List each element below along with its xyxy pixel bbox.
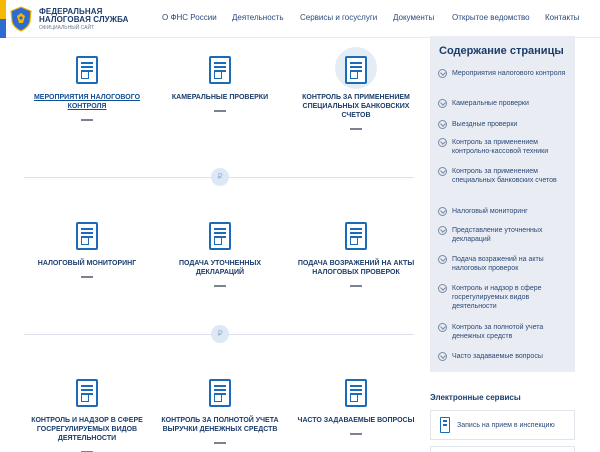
chevron-circle-icon bbox=[438, 69, 447, 78]
chevron-circle-icon bbox=[438, 352, 447, 361]
card-title[interactable]: МЕРОПРИЯТИЯ НАЛОГОВОГО КОНТРОЛЯ bbox=[33, 94, 141, 110]
calendar-form-icon bbox=[440, 417, 450, 433]
nav-activity[interactable]: Деятельность bbox=[232, 13, 284, 22]
toc-label: Контроль и надзор в сфере госрегулируемых видов деятельности bbox=[452, 285, 542, 310]
card-title: КАМЕРАЛЬНЫЕ ПРОВЕРКИ bbox=[171, 94, 269, 101]
card-dash bbox=[350, 433, 362, 435]
brand-stripe bbox=[0, 0, 6, 38]
toc-label: Камеральные проверки bbox=[452, 100, 529, 107]
toc-label: Выездные проверки bbox=[452, 121, 518, 128]
toc-label: Контроль за применением контрольно-кассовой техники bbox=[452, 139, 549, 155]
page-contents-sidebar bbox=[430, 36, 575, 372]
card-special-bank-accounts[interactable] bbox=[291, 56, 421, 130]
toc-label: Представление уточненных деклараций bbox=[452, 227, 543, 243]
document-icon bbox=[345, 222, 367, 250]
ruble-icon: ₽ bbox=[211, 168, 229, 186]
card-faq[interactable] bbox=[291, 379, 421, 435]
eservices-title: Электронные сервисы bbox=[430, 393, 521, 402]
chevron-circle-icon bbox=[438, 207, 447, 216]
card-title: ЧАСТО ЗАДАВАЕМЫЕ ВОПРОСЫ bbox=[297, 417, 415, 424]
card-dash bbox=[214, 442, 226, 444]
card-tax-monitoring[interactable] bbox=[22, 222, 152, 278]
card-title: ПОДАЧА УТОЧНЕННЫХ ДЕКЛАРАЦИЙ bbox=[179, 260, 261, 276]
document-icon bbox=[76, 379, 98, 407]
card-regulated-activities[interactable] bbox=[22, 379, 152, 452]
site-header bbox=[0, 0, 600, 38]
chevron-circle-icon bbox=[438, 167, 447, 176]
eservice-next[interactable] bbox=[430, 446, 575, 452]
nav-documents[interactable]: Документы bbox=[393, 13, 435, 22]
ruble-icon: ₽ bbox=[211, 325, 229, 343]
eservice-label: Запись на прием в инспекцию bbox=[457, 422, 555, 429]
card-tax-control-measures[interactable] bbox=[22, 56, 152, 121]
chevron-circle-icon bbox=[438, 255, 447, 264]
chevron-circle-icon bbox=[438, 99, 447, 108]
chevron-circle-icon bbox=[438, 120, 447, 129]
fns-emblem-icon[interactable] bbox=[9, 6, 33, 32]
nav-open-agency[interactable]: Открытое ведомство bbox=[452, 13, 530, 22]
card-objections[interactable] bbox=[291, 222, 421, 287]
nav-about[interactable]: О ФНС России bbox=[162, 13, 217, 22]
card-dash bbox=[81, 119, 93, 121]
chevron-circle-icon bbox=[438, 323, 447, 332]
card-revised-declarations[interactable] bbox=[155, 222, 285, 287]
document-icon bbox=[209, 56, 231, 84]
toc-label: Контроль за применением специальных банковских счетов bbox=[452, 168, 557, 184]
card-desk-audits[interactable] bbox=[155, 56, 285, 112]
toc-label: Часто задаваемые вопросы bbox=[452, 353, 543, 360]
site-logo[interactable] bbox=[39, 8, 159, 32]
nav-services[interactable]: Сервисы и госуслуги bbox=[300, 13, 378, 22]
card-revenue-accounting[interactable] bbox=[155, 379, 285, 444]
document-icon bbox=[209, 222, 231, 250]
card-title: ПОДАЧА ВОЗРАЖЕНИЙ НА АКТЫ НАЛОГОВЫХ ПРОВЕРОК bbox=[297, 260, 415, 276]
chevron-circle-icon bbox=[438, 284, 447, 293]
toc-label: Подача возражений на акты налоговых проверок bbox=[452, 256, 544, 272]
card-dash bbox=[350, 285, 362, 287]
document-icon bbox=[76, 56, 98, 84]
chevron-circle-icon bbox=[438, 226, 447, 235]
logo-title-line2: НАЛОГОВАЯ СЛУЖБА bbox=[39, 15, 129, 24]
nav-contacts[interactable]: Контакты bbox=[545, 13, 580, 22]
document-icon bbox=[345, 56, 367, 84]
document-icon bbox=[76, 222, 98, 250]
toc-label: Мероприятия налогового контроля bbox=[452, 70, 566, 77]
card-dash bbox=[81, 276, 93, 278]
card-dash bbox=[350, 128, 362, 130]
logo-subtitle: ОФИЦИАЛЬНЫЙ САЙТ bbox=[39, 25, 95, 31]
card-dash bbox=[214, 285, 226, 287]
card-dash bbox=[214, 110, 226, 112]
eservice-appointment[interactable] bbox=[430, 410, 575, 440]
card-title: КОНТРОЛЬ ЗА ПРИМЕНЕНИЕМ СПЕЦИАЛЬНЫХ БАНКОВСКИХ СЧЕТОВ bbox=[302, 94, 410, 119]
toc-label: Налоговый мониторинг bbox=[452, 208, 528, 215]
chevron-circle-icon bbox=[438, 138, 447, 147]
card-title: НАЛОГОВЫЙ МОНИТОРИНГ bbox=[37, 260, 137, 267]
document-icon bbox=[345, 379, 367, 407]
logo-title-line1: ФЕДЕРАЛЬНАЯ bbox=[39, 7, 103, 16]
toc-label: Контроль за полнотой учета денежных средств bbox=[452, 324, 544, 340]
sidebar-title: Содержание страницы bbox=[439, 45, 564, 57]
card-title: КОНТРОЛЬ И НАДЗОР В СФЕРЕ ГОСРЕГУЛИРУЕМЫХ ВИДОВ ДЕЯТЕЛЬНОСТИ bbox=[31, 417, 143, 442]
card-title: КОНТРОЛЬ ЗА ПОЛНОТОЙ УЧЕТА ВЫРУЧКИ ДЕНЕЖНЫХ СРЕДСТВ bbox=[161, 417, 279, 433]
document-icon bbox=[209, 379, 231, 407]
